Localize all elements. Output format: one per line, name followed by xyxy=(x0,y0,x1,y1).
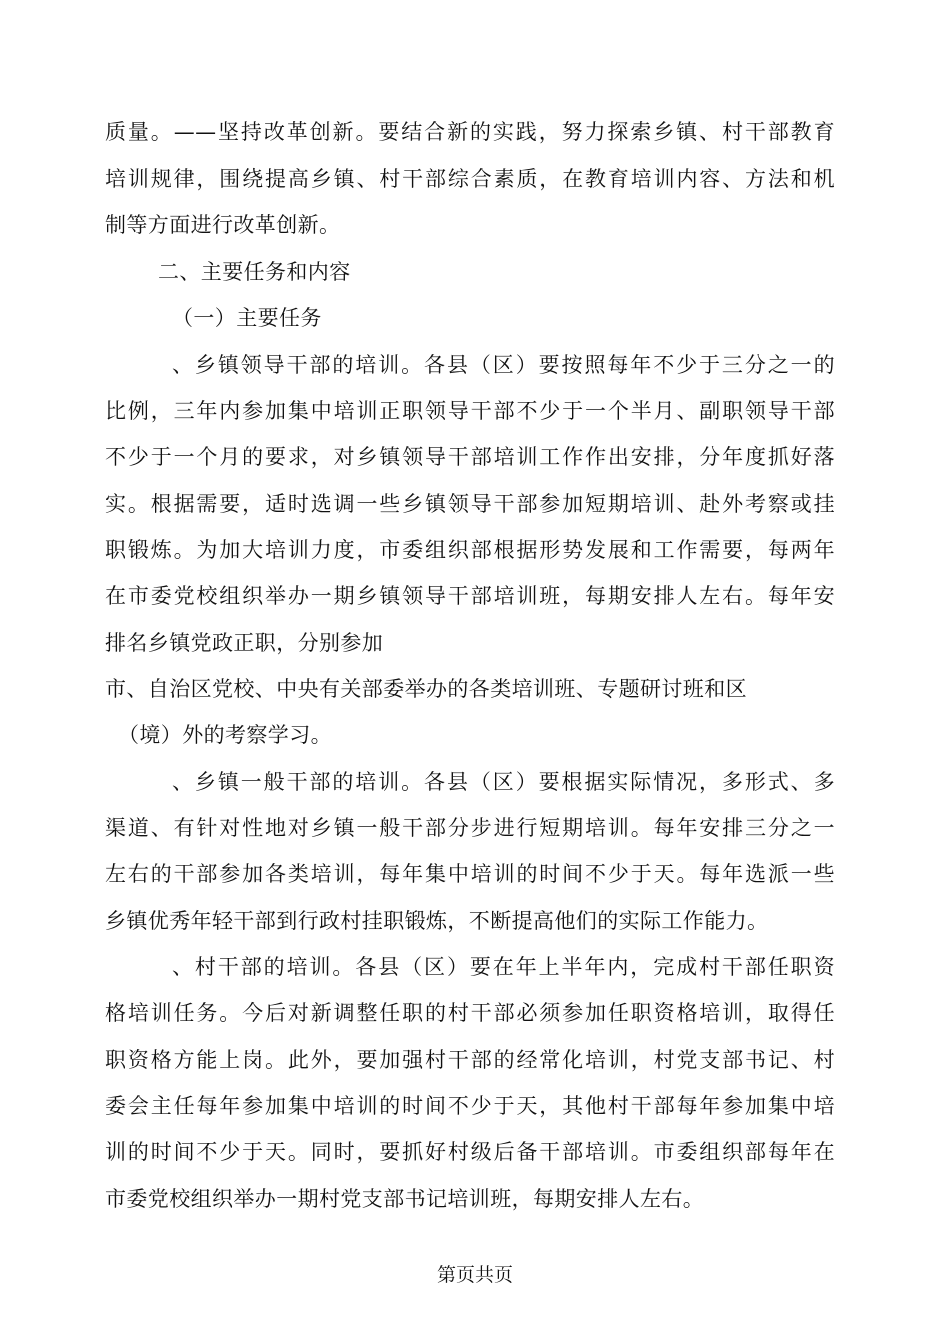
body-line: 职资格方能上岗。此外，要加强村干部的经常化培训，村党支部书记、村 xyxy=(105,1048,835,1072)
body-line: 乡镇优秀年轻干部到行政村挂职锻炼，不断提高他们的实际工作能力。 xyxy=(105,909,769,933)
body-line: 在市委党校组织举办一期乡镇领导干部培训班，每期安排人左右。每年安 xyxy=(105,584,835,608)
body-line: 、村干部的培训。各县（区）要在年上半年内，完成村干部任职资 xyxy=(172,955,835,979)
page-footer: 第页共页 xyxy=(436,1264,513,1286)
body-line: 制等方面进行改革创新。 xyxy=(105,213,341,237)
body-line: 左右的干部参加各类培训，每年集中培训的时间不少于天。每年选派一些 xyxy=(105,862,835,886)
body-line: 市、自治区党校、中央有关部委举办的各类培训班、专题研讨班和区 xyxy=(105,677,747,701)
body-line: （境）外的考察学习。 xyxy=(118,723,332,747)
body-line: 格培训任务。今后对新调整任职的村干部必须参加任职资格培训，取得任 xyxy=(105,1001,835,1025)
subsection-heading: （一）主要任务 xyxy=(172,306,322,330)
body-line: 渠道、有针对性地对乡镇一般干部分步进行短期培训。每年安排三分之一 xyxy=(105,816,835,840)
body-line: 训的时间不少于天。同时，要抓好村级后备干部培训。市委组织部每年在 xyxy=(105,1140,835,1164)
body-line: 质量。——坚持改革创新。要结合新的实践，努力探索乡镇、村干部教育 xyxy=(105,120,835,144)
body-line: 委会主任每年参加集中培训的时间不少于天，其他村干部每年参加集中培 xyxy=(105,1094,835,1118)
body-line: 比例，三年内参加集中培训正职领导干部不少于一个半月、副职领导干部 xyxy=(105,399,835,423)
body-line: 、乡镇一般干部的培训。各县（区）要根据实际情况，多形式、多 xyxy=(172,770,835,794)
body-line: 培训规律，围绕提高乡镇、村干部综合素质，在教育培训内容、方法和机 xyxy=(105,167,835,191)
body-line: 不少于一个月的要求，对乡镇领导干部培训工作作出安排，分年度抓好落 xyxy=(105,445,835,469)
body-line: 、乡镇领导干部的培训。各县（区）要按照每年不少于三分之一的 xyxy=(172,353,835,377)
body-line: 排名乡镇党政正职，分别参加 xyxy=(105,631,384,655)
section-heading: 二、主要任务和内容 xyxy=(158,260,351,284)
body-line: 实。根据需要，适时选调一些乡镇领导干部参加短期培训、赴外考察或挂 xyxy=(105,492,835,516)
body-line: 职锻炼。为加大培训力度，市委组织部根据形势发展和工作需要，每两年 xyxy=(105,538,835,562)
body-line: 市委党校组织举办一期村党支部书记培训班，每期安排人左右。 xyxy=(105,1187,705,1211)
